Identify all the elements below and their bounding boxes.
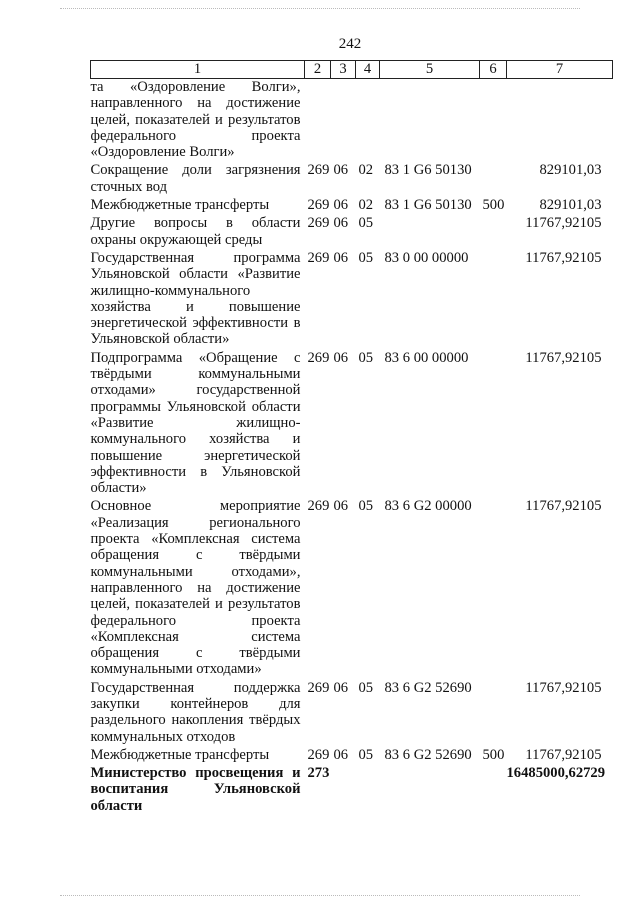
row-code-pr: 05 bbox=[358, 498, 374, 515]
row-code-rz: 06 bbox=[333, 498, 349, 515]
table-row bbox=[91, 498, 613, 677]
row-code-pr bbox=[356, 79, 380, 161]
row-name: Другие вопросы в области охраны окружающей среды bbox=[90, 215, 301, 248]
header-cell: 3 bbox=[331, 61, 356, 79]
row-code-rz: 06 bbox=[333, 679, 349, 696]
row-code-gr: 269 bbox=[307, 349, 330, 366]
row-code-gr: 269 bbox=[307, 679, 330, 696]
row-code-rz: 06 bbox=[333, 349, 349, 366]
row-code-csr: 83 6 G2 00000 bbox=[384, 498, 472, 515]
table-row bbox=[91, 350, 613, 497]
row-code-rz: 06 bbox=[333, 249, 349, 266]
table-row bbox=[91, 162, 613, 195]
row-code-vr: 500 bbox=[482, 197, 505, 214]
row-code-rz: 06 bbox=[333, 197, 349, 214]
row-code-csr: 83 6 00 00000 bbox=[384, 349, 469, 366]
table-row bbox=[91, 765, 613, 814]
row-code-gr: 269 bbox=[307, 197, 330, 214]
row-code-gr: 269 bbox=[307, 746, 330, 763]
scan-artifact-top bbox=[60, 8, 580, 9]
row-code-vr bbox=[480, 765, 507, 814]
header-cell: 7 bbox=[507, 61, 613, 79]
row-code-pr: 05 bbox=[358, 349, 374, 366]
row-code-vr bbox=[480, 680, 507, 745]
header-row bbox=[91, 61, 613, 79]
page-number: 242 bbox=[338, 36, 362, 52]
row-amount: 11767,92105 bbox=[525, 215, 602, 232]
row-code-gr bbox=[305, 79, 331, 161]
row-code-gr: 269 bbox=[307, 249, 330, 266]
row-name: Государственная поддержка закупки контейнеров для раздельного накопления твёрдых коммунальных отходов bbox=[90, 679, 301, 745]
row-name: Сокращение доли загрязнения сточных вод bbox=[90, 162, 301, 195]
row-code-pr: 05 bbox=[358, 215, 374, 232]
budget-table bbox=[90, 60, 613, 816]
row-code-vr bbox=[480, 498, 507, 677]
row-code-vr bbox=[480, 250, 507, 348]
row-code-csr bbox=[380, 765, 480, 814]
row-code-csr: 83 0 00 00000 bbox=[384, 249, 469, 266]
table-row bbox=[91, 250, 613, 348]
header-cell: 1 bbox=[91, 61, 305, 79]
table-row bbox=[91, 197, 613, 213]
scan-artifact-bottom bbox=[60, 895, 580, 896]
row-code-pr: 05 bbox=[358, 249, 374, 266]
header-cell: 2 bbox=[305, 61, 331, 79]
row-amount: 11767,92105 bbox=[525, 746, 602, 763]
row-name: Министерство просвещения и воспитания Ульяновской области bbox=[90, 765, 301, 814]
row-amount bbox=[507, 79, 613, 161]
row-code-rz: 06 bbox=[333, 746, 349, 763]
row-code-vr bbox=[480, 350, 507, 497]
row-name: Основное мероприятие «Реализация регионального проекта «Комплексная система обращения с твёрдыми коммунальными отходами», направленного на достижение целей, показателей и результатов федерального проекта «Комплексная система обращения с твёрдыми коммунальными отходами» bbox=[90, 498, 301, 678]
row-amount: 16485000,62729 bbox=[506, 765, 606, 782]
row-code-csr: 83 6 G2 52690 bbox=[384, 679, 472, 696]
row-code-rz: 06 bbox=[333, 215, 349, 232]
row-amount: 11767,92105 bbox=[525, 679, 602, 696]
header-cell: 6 bbox=[480, 61, 507, 79]
row-name: Межбюджетные трансферты bbox=[90, 197, 270, 214]
row-name: Государственная программа Ульяновской области «Развитие жилищно-коммунального хозяйства и повышение энергетической эффективности в Ульяновской области» bbox=[90, 249, 301, 348]
table-row bbox=[91, 747, 613, 763]
row-code-gr: 273 bbox=[307, 765, 330, 782]
row-code-csr bbox=[380, 215, 480, 248]
table-row bbox=[91, 680, 613, 745]
row-code-vr bbox=[480, 79, 507, 161]
row-code-pr: 02 bbox=[358, 197, 374, 214]
row-code-csr bbox=[380, 79, 480, 161]
table-body bbox=[91, 79, 613, 817]
row-code-vr: 500 bbox=[482, 746, 505, 763]
row-code-csr: 83 1 G6 50130 bbox=[384, 197, 472, 214]
row-code-gr: 269 bbox=[307, 162, 330, 179]
row-code-rz bbox=[331, 765, 356, 814]
row-code-csr: 83 6 G2 52690 bbox=[384, 746, 472, 763]
header-cell: 5 bbox=[380, 61, 480, 79]
row-code-gr: 269 bbox=[307, 215, 330, 232]
row-name: та «Оздоровление Волги», направленного на достижение целей, показателей и результатов федерального проекта «Оздоровление Волги» bbox=[90, 79, 301, 161]
row-amount: 829101,03 bbox=[539, 162, 602, 179]
row-spacer bbox=[91, 814, 613, 816]
row-code-rz bbox=[331, 79, 356, 161]
row-code-vr bbox=[480, 162, 507, 195]
row-name: Подпрограмма «Обращение с твёрдыми коммунальными отходами» государственной программы Ульяновской области «Развитие жилищно-коммунального хозяйства и повышение энергетической эффективности в Ульяновской области» bbox=[90, 349, 301, 497]
row-code-pr: 05 bbox=[358, 679, 374, 696]
row-code-rz: 06 bbox=[333, 162, 349, 179]
row-code-pr bbox=[356, 765, 380, 814]
row-amount: 11767,92105 bbox=[525, 349, 602, 366]
row-amount: 11767,92105 bbox=[525, 249, 602, 266]
table-row bbox=[91, 215, 613, 248]
row-amount: 11767,92105 bbox=[525, 498, 602, 515]
table-row bbox=[91, 79, 613, 161]
row-code-pr: 02 bbox=[358, 162, 374, 179]
row-code-csr: 83 1 G6 50130 bbox=[384, 162, 472, 179]
row-code-gr: 269 bbox=[307, 498, 330, 515]
row-code-pr: 05 bbox=[358, 746, 374, 763]
row-amount: 829101,03 bbox=[539, 197, 602, 214]
row-code-vr bbox=[480, 215, 507, 248]
header-cell: 4 bbox=[356, 61, 380, 79]
row-name: Межбюджетные трансферты bbox=[90, 746, 270, 763]
